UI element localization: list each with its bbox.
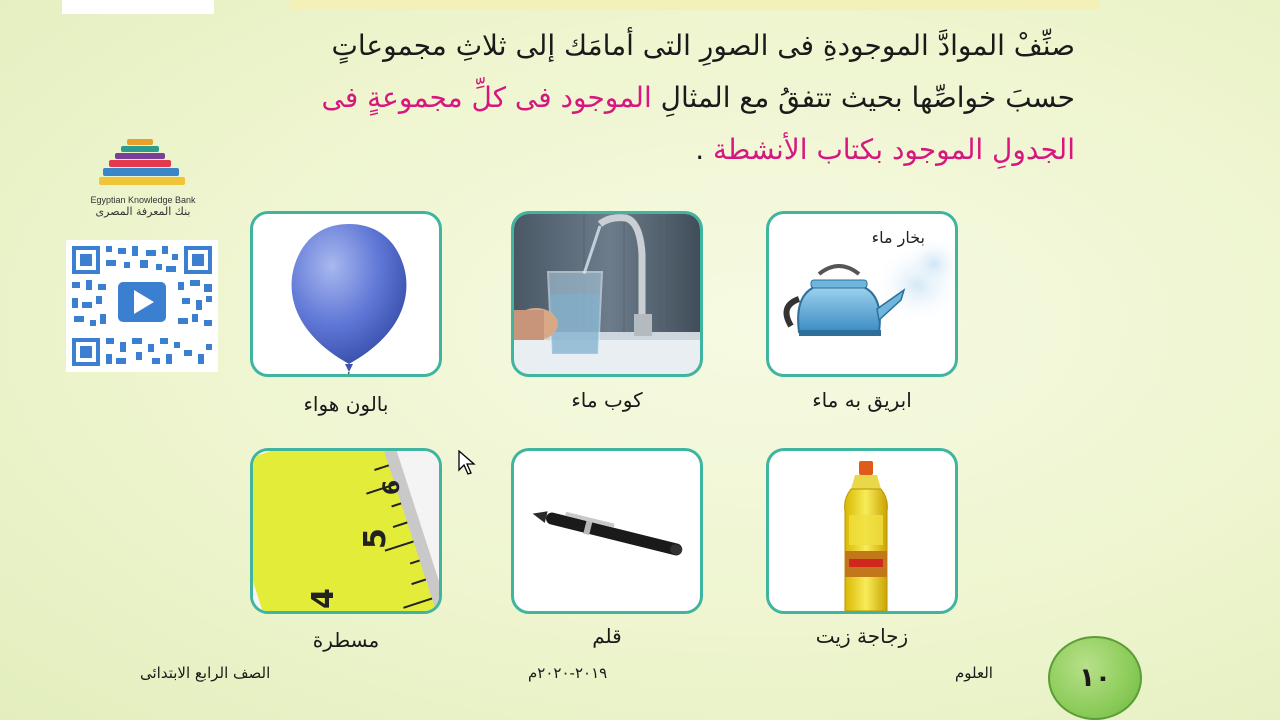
card-label-water-glass: كوب ماء (571, 388, 643, 412)
instruction-text (135, 20, 1075, 176)
kettle-icon (769, 214, 958, 377)
card-label-oil-bottle: زجاجة زيت (815, 624, 909, 648)
footer-subject: العلوم (955, 664, 993, 682)
footer-year: ٢٠١٩-٢٠٢٠م (528, 664, 608, 682)
card-label-kettle: ابريق به ماء (812, 388, 912, 412)
tape-number: 6 (380, 479, 406, 496)
oil-bottle-icon (769, 451, 958, 614)
card-oil-bottle (766, 448, 958, 614)
card-pen (511, 448, 703, 614)
book-stack-icon (97, 135, 189, 193)
qr-code-video[interactable] (66, 240, 218, 372)
tape-measure-icon (253, 451, 442, 614)
steam-caption: بخار ماء (871, 228, 925, 247)
page-number-badge: ١٠ (1048, 636, 1142, 720)
top-banner-strip (290, 0, 1100, 10)
balloon-icon (253, 214, 442, 377)
instruction-line-1: صنِّفْ الموادَّ الموجودةِ فى الصورِ التى أمامَك إلى ثلاثِ مجموعاتٍ (331, 29, 1075, 62)
mouse-cursor-icon (458, 450, 476, 476)
card-kettle (766, 211, 958, 377)
card-water-glass (511, 211, 703, 377)
ekb-name-ar: بنك المعرفة المصرى (95, 205, 191, 218)
tape-number: 5 (357, 528, 393, 549)
instruction-highlight: الموجود فى كلِّ مجموعةٍ فى (321, 81, 652, 114)
ekb-logo (84, 135, 202, 218)
card-balloon (250, 211, 442, 377)
instruction-line-3: الجدولِ الموجود بكتاب الأنشطة . (695, 133, 1075, 166)
card-label-balloon: بالون هواء (303, 392, 389, 416)
ekb-name-en: Egyptian Knowledge Bank (90, 195, 196, 205)
card-label-pen: قلم (592, 624, 622, 648)
tape-number: 4 (305, 588, 341, 609)
water-glass-icon (514, 214, 703, 377)
top-logo-fragment (62, 0, 214, 14)
card-ruler (250, 448, 442, 614)
pen-icon (514, 451, 703, 614)
instruction-highlight: الجدولِ الموجود بكتاب الأنشطة (713, 133, 1075, 166)
footer-grade: الصف الرابع الابتدائى (140, 664, 271, 682)
card-label-ruler: مسطرة (312, 628, 380, 652)
instruction-line-2: حسبَ خواصِّها بحيث تتفقُ مع المثالِ الموجود فى كلِّ مجموعةٍ فى (321, 81, 1075, 114)
